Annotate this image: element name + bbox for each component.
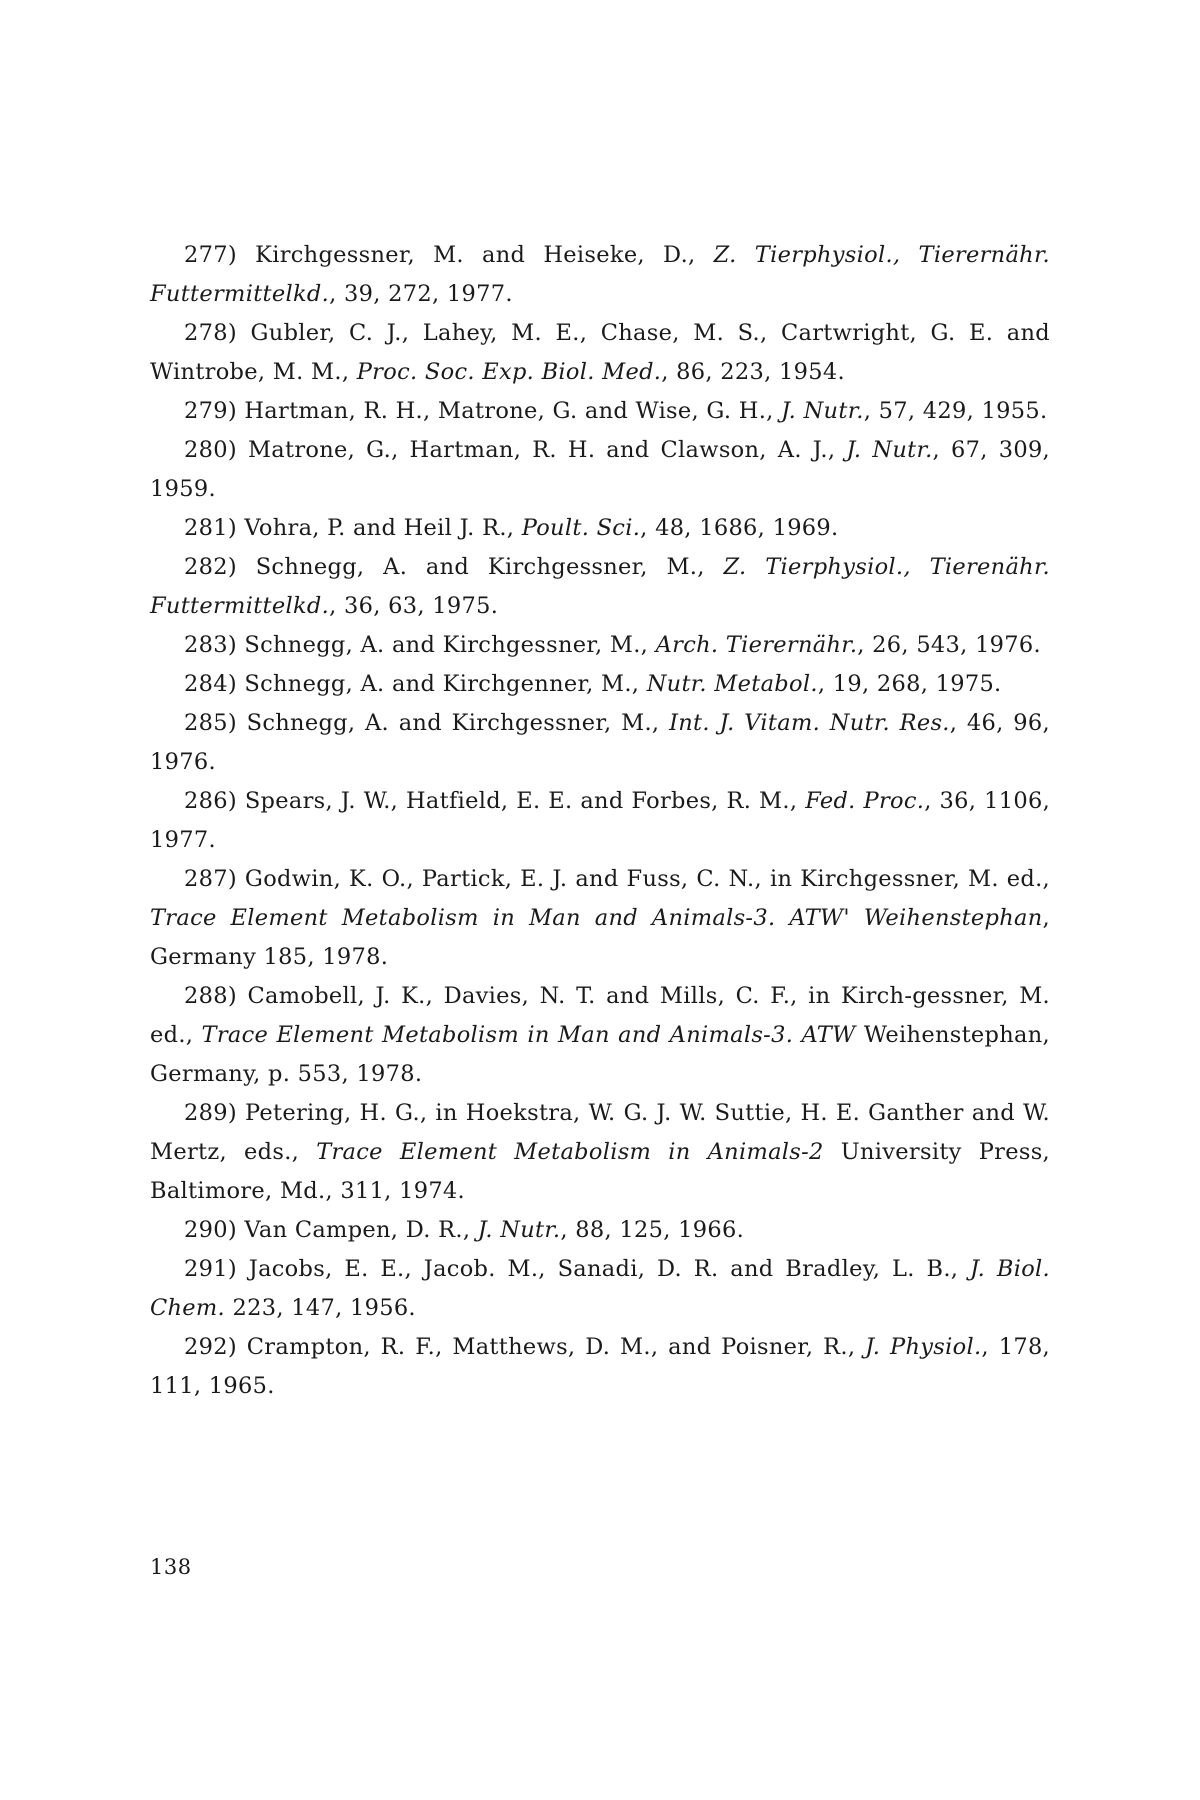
reference-text: Kirchgessner, M. and Heiseke, D., bbox=[255, 242, 714, 268]
reference-text: , 178, 111, 1965. bbox=[150, 1334, 1051, 1399]
reference-entry bbox=[150, 548, 1050, 626]
reference-text: , 86, 223, 1954. bbox=[661, 359, 845, 385]
reference-text: Matrone, G., Hartman, R. H. and Clawson, A. J., bbox=[247, 437, 847, 463]
reference-text: , 39, 272, 1977. bbox=[329, 281, 513, 307]
reference-text: Vohra, P. and Heil J. R., bbox=[244, 515, 522, 541]
reference-journal: Fed. Proc. bbox=[805, 788, 925, 814]
reference-journal: Z. Tierphysiol., Tierenähr. Futtermittelkd. bbox=[150, 554, 1050, 619]
reference-entry bbox=[150, 1211, 1050, 1250]
reference-text: Schnegg, A. and Kirchgessner, M., bbox=[244, 632, 656, 658]
reference-number: 280) bbox=[184, 437, 237, 463]
reference-text: , 26, 543, 1976. bbox=[857, 632, 1041, 658]
reference-text: , Germany 185, 1978. bbox=[150, 905, 1050, 970]
reference-text: , 57, 429, 1955. bbox=[863, 398, 1048, 424]
reference-text: Crampton, R. F., Matthews, D. M., and Poisner, R., bbox=[246, 1334, 866, 1360]
reference-text: , 48, 1686, 1969. bbox=[640, 515, 839, 541]
reference-text: Jacobs, E. E., Jacob. M., Sanadi, D. R. and Bradley, L. B., bbox=[248, 1256, 971, 1282]
reference-entry bbox=[150, 431, 1050, 509]
reference-text: Spears, J. W., Hatfield, E. E. and Forbes, R. M., bbox=[244, 788, 806, 814]
reference-number: 286) bbox=[184, 788, 237, 814]
reference-entry bbox=[150, 1094, 1050, 1211]
reference-number: 281) bbox=[184, 515, 237, 541]
reference-number: 291) bbox=[184, 1256, 237, 1282]
reference-journal: J. Nutr. bbox=[781, 398, 864, 424]
reference-number: 284) bbox=[184, 671, 237, 697]
reference-text: Camobell, J. K., Davies, N. T. and Mills, C. F., in Kirch-gessner, M. ed., bbox=[150, 983, 1050, 1048]
reference-journal: Z. Tierphysiol., Tierernähr. bbox=[713, 242, 1050, 268]
reference-entry bbox=[150, 236, 1050, 314]
reference-text: , 88, 125, 1966. bbox=[560, 1217, 745, 1243]
reference-number: 287) bbox=[184, 866, 237, 892]
reference-number: 285) bbox=[184, 710, 237, 736]
reference-entry bbox=[150, 665, 1050, 704]
reference-text: , 46, 96, 1976. bbox=[150, 710, 1050, 775]
reference-journal: Arch. Tierernähr. bbox=[655, 632, 858, 658]
reference-text: Godwin, K. O., Partick, E. J. and Fuss, C. N., in Kirchgessner, M. ed., bbox=[244, 866, 1050, 892]
reference-entry bbox=[150, 1328, 1050, 1406]
reference-journal: Trace Element Metabolism in Man and Animals-3. ATW' Weihenstephan bbox=[150, 905, 1043, 931]
reference-journal: Nutr. Metabol. bbox=[646, 671, 818, 697]
reference-journal: Proc. Soc. Exp. Biol. Med. bbox=[356, 359, 662, 385]
reference-entry bbox=[150, 782, 1050, 860]
reference-entry bbox=[150, 704, 1050, 782]
reference-text: Schnegg, A. and Kirchgenner, M., bbox=[244, 671, 647, 697]
reference-list bbox=[150, 236, 1050, 1406]
reference-entry bbox=[150, 1250, 1050, 1328]
reference-text: , 36, 63, 1975. bbox=[329, 593, 499, 619]
reference-entry bbox=[150, 509, 1050, 548]
reference-number: 292) bbox=[184, 1334, 237, 1360]
reference-journal: J. Nutr. bbox=[477, 1217, 561, 1243]
reference-text: , 19, 268, 1975. bbox=[817, 671, 1002, 697]
reference-journal: Trace Element Metabolism in Animals-2 bbox=[316, 1139, 824, 1165]
reference-number: 288) bbox=[184, 983, 237, 1009]
reference-text: Schnegg, A. and Kirchgessner, M., bbox=[255, 554, 724, 580]
reference-number: 282) bbox=[184, 554, 237, 580]
reference-number: 290) bbox=[184, 1217, 237, 1243]
reference-journal: J. Physiol. bbox=[865, 1334, 982, 1360]
reference-entry bbox=[150, 626, 1050, 665]
reference-text: Petering, H. G., in Hoekstra, W. G. J. W. Suttie, H. E. Ganther and W. Mertz, eds., bbox=[150, 1100, 1050, 1165]
reference-text: University Press, Baltimore, Md., 311, 1974. bbox=[150, 1139, 1051, 1204]
reference-number: 277) bbox=[184, 242, 237, 268]
reference-number: 279) bbox=[184, 398, 237, 424]
page-number: 138 bbox=[150, 1555, 192, 1579]
reference-journal: J. Nutr. bbox=[846, 437, 933, 463]
reference-number: 278) bbox=[184, 320, 237, 346]
reference-number: 283) bbox=[184, 632, 237, 658]
reference-text: , 67, 309, 1959. bbox=[150, 437, 1051, 502]
reference-text: Weihenstephan, Germany, p. 553, 1978. bbox=[150, 1022, 1050, 1087]
reference-journal: J. Biol. Chem. bbox=[150, 1256, 1050, 1321]
reference-text: Schnegg, A. and Kirchgessner, M., bbox=[246, 710, 670, 736]
reference-entry bbox=[150, 314, 1050, 392]
reference-text: , 36, 1106, 1977. bbox=[150, 788, 1051, 853]
reference-journal: Futtermittelkd. bbox=[150, 281, 330, 307]
reference-text: Hartman, R. H., Matrone, G. and Wise, G. H., bbox=[244, 398, 782, 424]
reference-entry bbox=[150, 860, 1050, 977]
reference-journal: Trace Element Metabolism in Man and Animals-3. ATW bbox=[201, 1022, 856, 1048]
reference-entry bbox=[150, 977, 1050, 1094]
reference-text: 223, 147, 1956. bbox=[225, 1295, 416, 1321]
reference-number: 289) bbox=[184, 1100, 237, 1126]
reference-journal: Int. J. Vitam. Nutr. Res. bbox=[669, 710, 950, 736]
reference-text: Gubler, C. J., Lahey, M. E., Chase, M. S., Cartwright, G. E. and Wintrobe, M. M., bbox=[150, 320, 1051, 385]
reference-text: Van Campen, D. R., bbox=[244, 1217, 478, 1243]
reference-journal: Poult. Sci. bbox=[521, 515, 641, 541]
reference-entry bbox=[150, 392, 1050, 431]
